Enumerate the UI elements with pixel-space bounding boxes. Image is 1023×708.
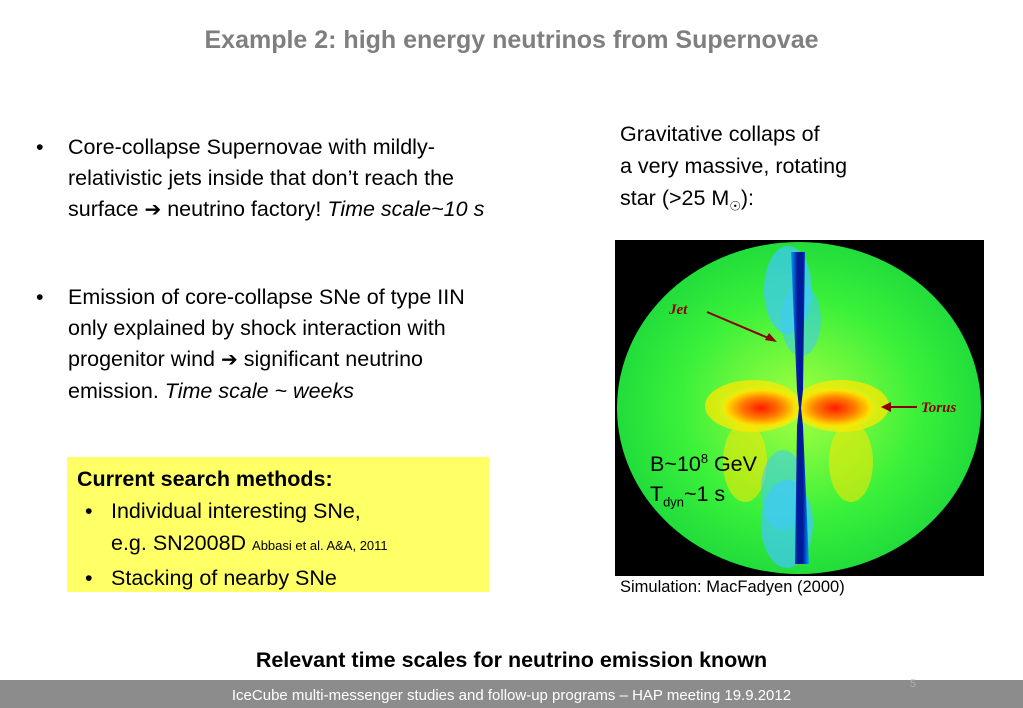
torus-label: Torus (921, 400, 957, 416)
bullet-text: surface (68, 197, 145, 221)
time-scale-text: Time scale ~ weeks (164, 379, 354, 403)
bullet-text: neutrino factory! (161, 197, 328, 221)
box-item-text (111, 527, 479, 562)
search-methods-box (67, 457, 489, 592)
box-item-text: Individual interesting SNe, (111, 499, 361, 523)
bullet-line (68, 344, 596, 376)
bullet-marker: • (85, 499, 93, 523)
footer-text: IceCube multi-messenger studies and follow-up programs – HAP meeting 19.9.2012 (231, 687, 792, 704)
bullet-text: progenitor wind (68, 347, 221, 371)
box-heading: Current search methods: (77, 467, 333, 491)
energy-unit: GeV (707, 452, 757, 477)
box-item (77, 562, 479, 594)
description-line: Gravitative collaps of (620, 122, 820, 146)
arrow-right-icon: ➔ (220, 349, 238, 371)
arrow-right-icon: ➔ (144, 199, 162, 221)
footer-bar (0, 680, 1023, 708)
jet-label: Jet (669, 302, 688, 318)
simulation-image (615, 240, 984, 576)
bullet-line: Core-collapse Supernovae with mildly- (68, 135, 435, 159)
bullet-text: significant neutrino (237, 347, 423, 371)
time-unit: ~1 s (683, 482, 726, 507)
description-line: a very massive, rotating (620, 154, 848, 178)
time-value (650, 479, 757, 517)
bullet-line: Emission of core-collapse SNe of type IIN (68, 285, 465, 309)
time-scale-text: Time scale~10 s (327, 197, 485, 221)
description-line (620, 182, 847, 222)
time-subscript: dyn (663, 494, 684, 510)
energy-text: B~10 (650, 452, 701, 477)
energy-exponent: 8 (700, 451, 708, 466)
box-item-text: Stacking of nearby SNe (111, 566, 337, 590)
description-text: star (>25 M (620, 186, 730, 210)
reference-text: Abbasi et al. A&A, 2011 (252, 538, 388, 553)
simulation-caption: Simulation: MacFadyen (2000) (620, 578, 845, 596)
bullet-line (68, 376, 596, 407)
box-item-cont: e.g. SN2008D (111, 531, 253, 555)
bullet-text: emission. (68, 379, 165, 403)
page-number: 5 (910, 678, 917, 690)
sun-symbol-icon: ☉ (729, 198, 741, 214)
bullet-list (36, 132, 596, 407)
time-text: T (650, 482, 664, 507)
simulation-graphic (615, 240, 984, 576)
energy-value (650, 444, 757, 479)
slide-title: Example 2: high energy neutrinos from Supernovae (204, 26, 819, 54)
bullet-marker: • (36, 285, 44, 309)
bullet-item-jets (36, 132, 596, 226)
bullet-line: only explained by shock interaction with (68, 316, 446, 340)
simulation-parameters (650, 444, 757, 517)
bullet-line: relativistic jets inside that don’t reach the (68, 166, 455, 190)
collapse-description (620, 118, 847, 222)
bullet-marker: • (85, 566, 93, 590)
box-item (77, 495, 479, 562)
yellow-lobe-lower-right (829, 422, 873, 502)
bullet-line (68, 194, 596, 226)
description-text: ): (740, 186, 755, 210)
bullet-item-type-iin (36, 282, 596, 407)
bullet-marker: • (36, 135, 44, 159)
conclusion-text: Relevant time scales for neutrino emission known (255, 648, 768, 672)
torus-right (791, 386, 879, 430)
